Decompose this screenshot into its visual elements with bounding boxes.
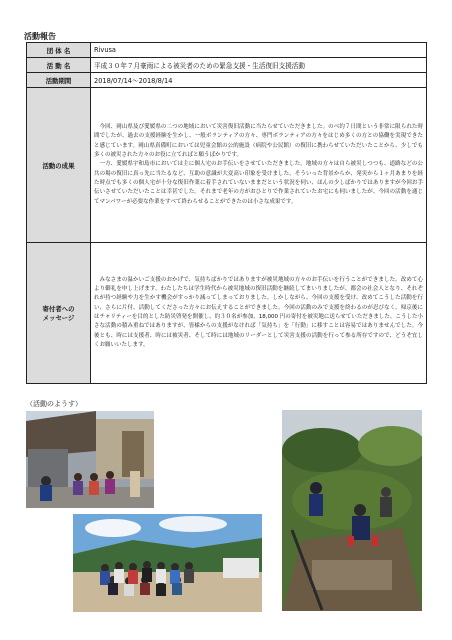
period-value: 2018/07/14～2018/8/14 — [91, 73, 427, 88]
donor-label-line: 寄付者への — [42, 305, 75, 313]
street-photo-art — [26, 411, 154, 508]
yard-photo-art — [282, 410, 422, 611]
activity-photo-street — [26, 411, 154, 508]
period-label: 活動期間 — [27, 73, 91, 88]
results-label: 活動の成果 — [27, 88, 91, 243]
report-table — [26, 42, 427, 384]
activity-value: 平成３０年７月豪雨による被災者のための緊急支援・生活復旧支援活動 — [91, 58, 427, 73]
org-label: 団 体 名 — [27, 43, 91, 58]
results-paragraph: 今回、岡山県及び愛媛県の二つの地域において災害復旧活動に当たらせていただきました。のべ約７日間という非常に限られた時間でしたが、過去の支援経験を生かし、一般ボランティアの方々、専門ボランティアの方々をはじめ多くの方との協働を実現できたと感じています。岡山県真備町においては児童会館の公的施設（病院や公民館）の復旧に携わらせていただいたことから、少しでも多くの被災された方々のお役に立てればと願うばかりです。 — [94, 124, 423, 159]
donor-label — [27, 243, 91, 384]
org-value: Rivusa — [91, 43, 427, 58]
results-paragraph: 一方、愛媛県宇和島市においては主に個人宅のお手伝いをさせていただきました。地域の方々は自ら被災しつつも、道路などの公共の場の復旧に真っ先に当たるなど、互助の意識が大変高い印象を受けました。そういった背景からか、発災から１ヶ月あまりを経た時点でも多くの個人宅が十分な復旧作業に着手されていないままだという状況を伺い、ほんの少しばかりではありますが今回お手伝いさせていただいたことは幸甚でした。それまで老年の方がおひとりで作業されていたお宅にも伺いましたが、今回の活動を通じてマンパワーが必要な作業をすべて終わらせることができたのは小さな成果です。 — [94, 161, 423, 205]
group-photo-art — [73, 514, 262, 612]
activity-photo-group — [73, 514, 262, 612]
period-row — [27, 73, 427, 88]
donor-text — [91, 243, 427, 384]
activity-label: 活 動 名 — [27, 58, 91, 73]
donor-paragraph: みなさまの温かいご支援のおかげで、気持ちばかりではありますが被災地域の方々のお手伝いを行うことができました。改めて心より御礼を申し上げます。わたしたちは学生時代から被災地域の復旧活動を継続してまいりましたが、都会の社会人となり、それぞれが持つ経験や力を生かす機会がすっかり減ってしまっておりました。しかしながら、今回の支援を受け、改めてこうした活動を行い、さらに片付、活動してくださった方々にお伝えすることができました。今回の活動のみで支援を終わるのが忍びなく、帰京後にはチャリティーを目的とした防災啓発を開催し、約３０名が参加、18,000 円の寄付を被災地に送らせていただきました。こうした小さな活動の積み重ねではありますが、皆様からの支援がなければ「気持ち」を「行動」に移すことは容易ではありませんでした。今後とも、時には支援者、時には被災者、そして時には地域のリーダーとして災害支援の活動を行って参る所存ですので、どうぞ宜しくお願いいたします。 — [94, 276, 423, 348]
activity-row — [27, 58, 427, 73]
results-row — [27, 88, 427, 243]
donor-row — [27, 243, 427, 384]
org-row — [27, 43, 427, 58]
results-text — [91, 88, 427, 243]
activity-photo-yard — [282, 410, 422, 611]
photo-caption: （活動のようす） — [26, 400, 82, 408]
donor-label-line: メッセージ — [42, 314, 75, 322]
page-title: 活動報告 — [24, 32, 56, 41]
